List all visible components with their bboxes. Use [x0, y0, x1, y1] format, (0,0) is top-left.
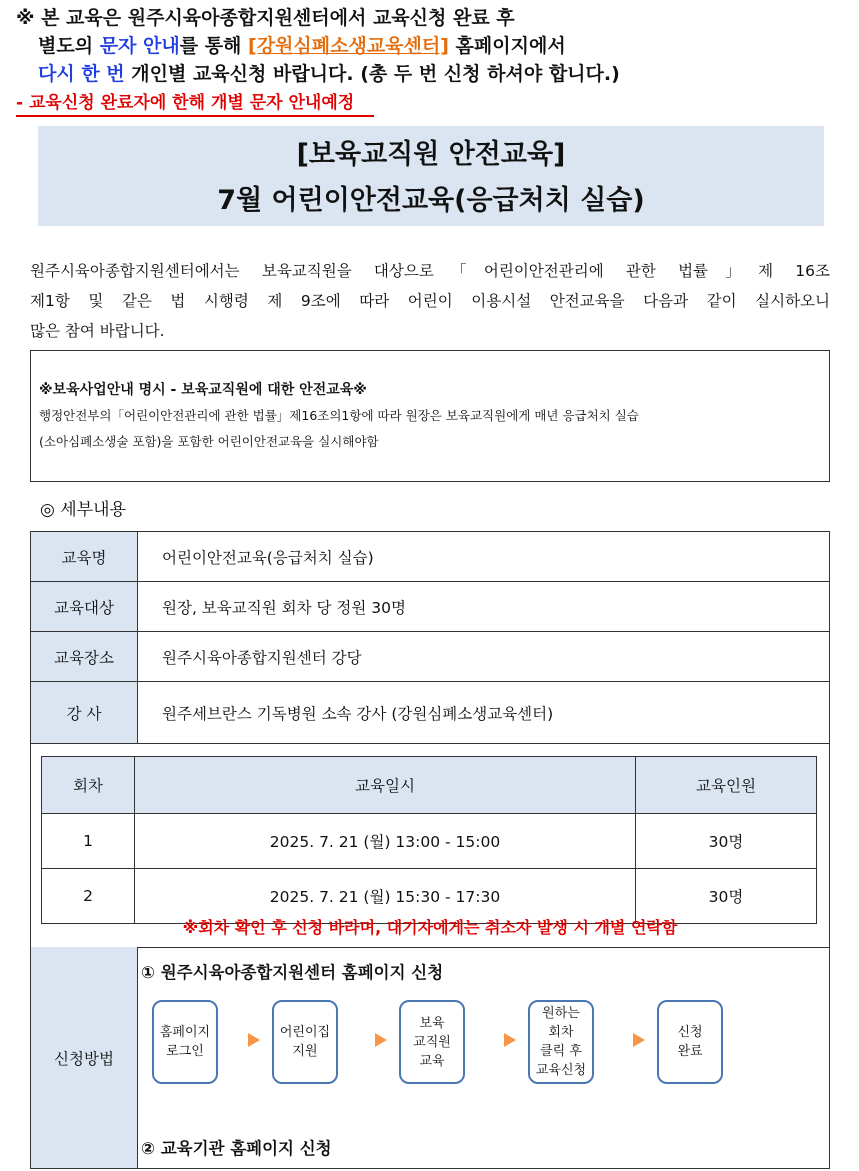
flow-daycare-support: 어린이집 지원	[272, 1000, 338, 1084]
detail-row	[31, 632, 830, 682]
sms-guide-text: 문자 안내	[99, 35, 180, 57]
flow-complete: 신청 완료	[657, 1000, 723, 1084]
schedule-header	[42, 757, 817, 814]
notice-text: 를 통해	[179, 35, 249, 57]
title-line-1: [보육교직원 안전교육]	[296, 139, 566, 170]
detail-row	[31, 682, 830, 744]
header-capacity: 교육인원	[636, 757, 817, 814]
header-datetime: 교육일시	[135, 757, 636, 814]
intro-line-2: 제1항 및 같은 법 시행령 제 9조에 따라 어린이 이용시설 안전교육을 다음과 같이 실시하오니	[30, 292, 830, 310]
notice	[16, 4, 846, 117]
detail-value: 원주시육아종합지원센터 강당	[138, 632, 830, 682]
detail-row	[31, 582, 830, 632]
notice-text: 홈페이지에서	[448, 35, 566, 57]
schedule-wrap	[41, 756, 817, 924]
flow-select-session: 원하는 회차 클릭 후 교육신청	[528, 1000, 594, 1084]
detail-label: 강 사	[31, 682, 138, 744]
session-datetime: 2025. 7. 21 (월) 15:30 - 17:30	[135, 869, 636, 924]
guide-box	[30, 350, 830, 482]
notice-line-4: - 교육신청 완료자에 한해 개별 문자 안내예정	[16, 91, 374, 117]
apply-label: 신청방법	[31, 947, 138, 1168]
section-title: ◎ 세부내용	[40, 500, 126, 520]
detail-label: 교육명	[31, 532, 138, 582]
table-row	[42, 814, 817, 869]
session-number: 1	[42, 814, 135, 869]
notice-text: 개인별 교육신청 바랍니다. (총 두 번 신청 하셔야 합니다.)	[124, 63, 620, 85]
intro-line-3: 많은 참여 바랍니다.	[30, 322, 165, 340]
notice-line-1: ※ 본 교육은 원주시육아종합지원센터에서 교육신청 완료 후	[16, 7, 515, 29]
center-link[interactable]: [강원심폐소생교육센터]	[248, 35, 449, 57]
header-session: 회차	[42, 757, 135, 814]
detail-label: 교육장소	[31, 632, 138, 682]
apply-step-2: ② 교육기관 홈페이지 신청	[141, 1139, 332, 1158]
detail-value: 원장, 보육교직원 회차 당 정원 30명	[138, 582, 830, 632]
detail-label: 교육대상	[31, 582, 138, 632]
once-more-text: 다시 한 번	[38, 63, 125, 85]
notice-line-2	[16, 32, 846, 60]
notice-line-3	[16, 60, 846, 88]
session-capacity: 30명	[636, 814, 817, 869]
session-number: 2	[42, 869, 135, 924]
detail-value: 어린이안전교육(응급처치 실습)	[138, 532, 830, 582]
title-line-2: 7월 어린이안전교육(응급처치 실습)	[217, 185, 645, 216]
schedule-warning: ※회차 확인 후 신청 바라며, 대기자에게는 취소자 발생 시 개별 연락함	[182, 918, 678, 937]
apply-step-1: ① 원주시육아종합지원센터 홈페이지 신청	[141, 963, 444, 982]
flow-staff-education: 보육 교직원 교육	[399, 1000, 465, 1084]
session-capacity: 30명	[636, 869, 817, 924]
detail-value: 원주세브란스 기독병원 소속 강사 (강원심폐소생교육센터)	[138, 682, 830, 744]
intro-line-1: 원주시육아종합지원센터에서는 보육교직원을 대상으로「어린이안전관리에 관한 법률」제 16조	[30, 262, 830, 280]
session-datetime: 2025. 7. 21 (월) 13:00 - 15:00	[135, 814, 636, 869]
arrow-icon	[375, 1033, 387, 1047]
guide-head: ※보육사업안내 명시 - 보육교직원에 대한 안전교육※	[39, 382, 367, 398]
arrow-icon	[504, 1033, 516, 1047]
flow-login: 홈페이지 로그인	[152, 1000, 218, 1084]
notice-text: 별도의	[38, 35, 100, 57]
guide-line-2: (소아심폐소생술 포함)을 포함한 어린이안전교육을 실시해야함	[39, 434, 379, 449]
intro-paragraph	[30, 256, 830, 346]
arrow-icon	[248, 1033, 260, 1047]
schedule-table	[41, 756, 817, 924]
arrow-icon	[633, 1033, 645, 1047]
guide-line-1: 행정안전부의「어린이안전관리에 관한 법률」제16조의1항에 따라 원장은 보육교직원에게 매년 응급처치 실습	[39, 408, 639, 423]
page-title	[38, 126, 824, 226]
detail-row	[31, 532, 830, 582]
